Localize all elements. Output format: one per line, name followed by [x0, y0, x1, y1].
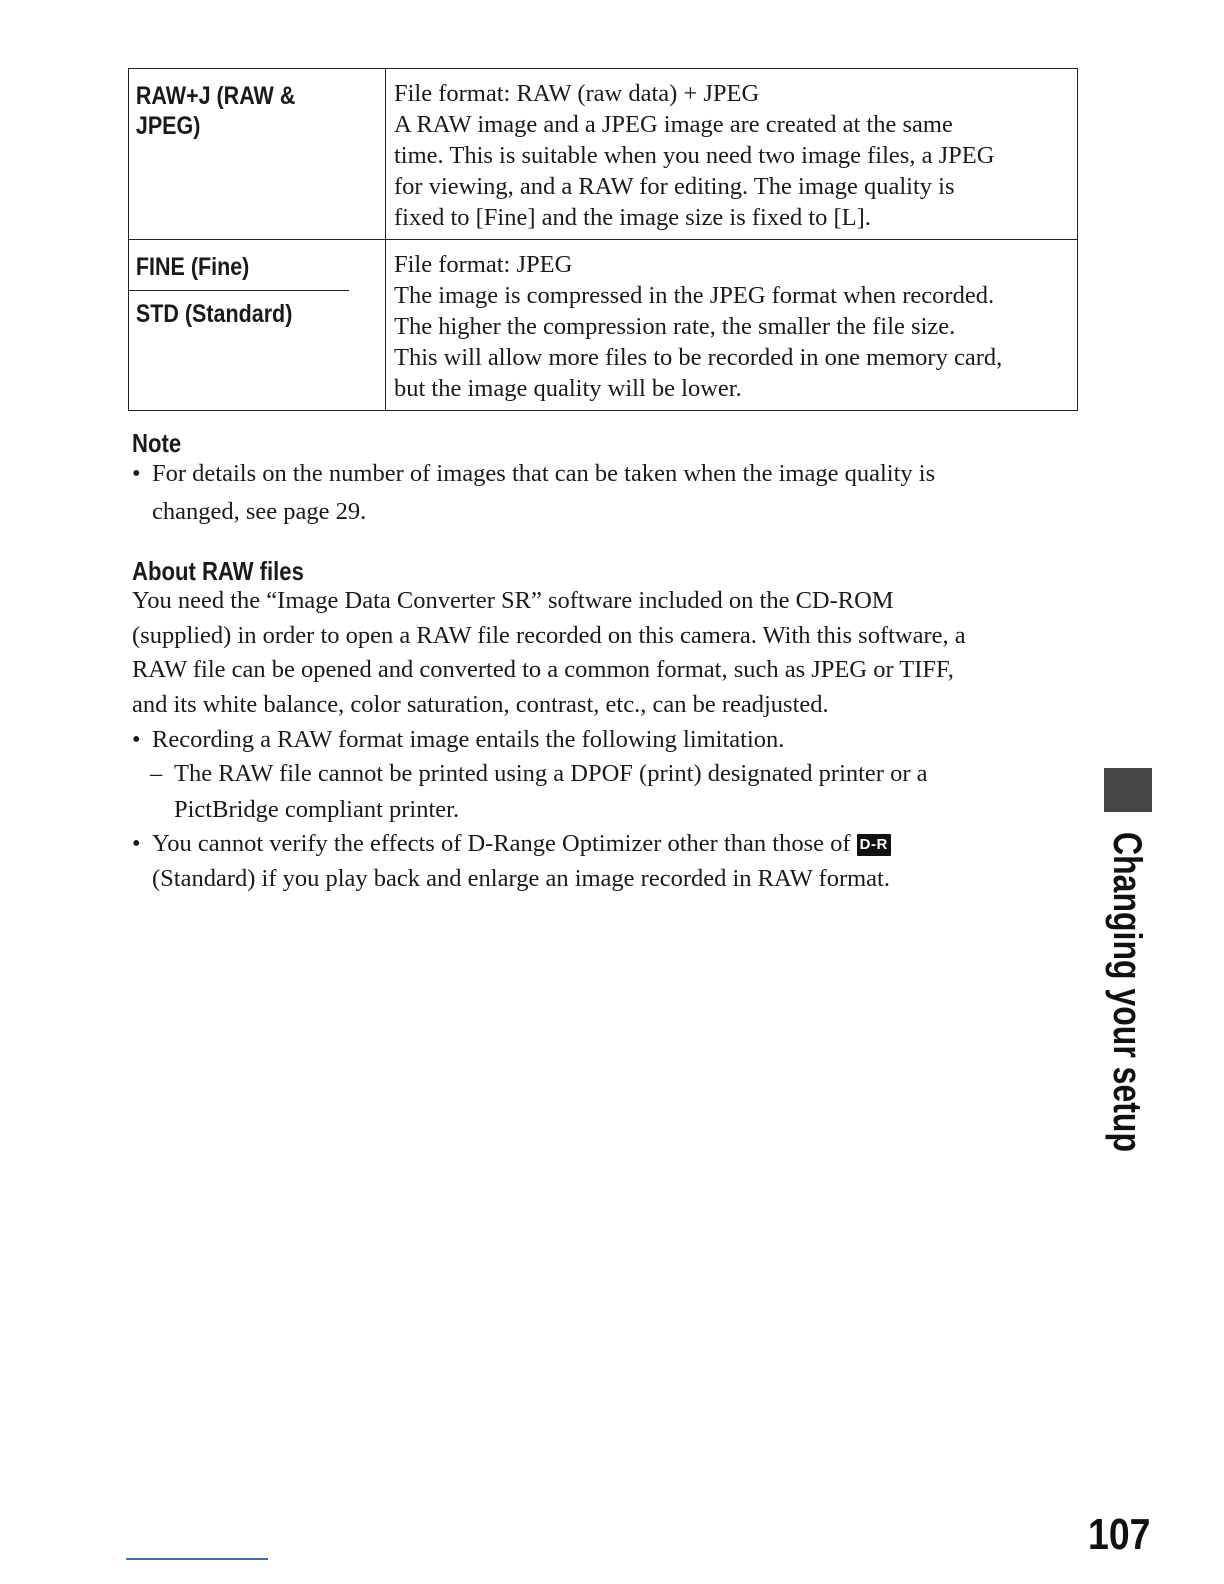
note-line: For details on the number of images that can be taken when the image quality is — [152, 460, 936, 487]
note-heading: Note — [132, 428, 182, 458]
raw-bullet-limitation — [132, 722, 1072, 757]
raw-dash-item — [150, 756, 1070, 828]
section-tab-marker — [1104, 768, 1152, 812]
raw-bullet-drange — [132, 826, 1072, 896]
dash-line: PictBridge compliant printer. — [174, 796, 460, 823]
dash-line: The RAW file cannot be printed using a DPOF (print) designated printer or a — [174, 760, 928, 787]
dash-mark: – — [150, 760, 163, 787]
dash-text — [150, 756, 1070, 828]
paragraph-line: and its white balance, color saturation, contrast, etc., can be readjusted. — [132, 690, 829, 718]
paragraph-line: (supplied) in order to open a RAW file recorded on this camera. With this software, a — [132, 621, 966, 649]
bullet-text — [132, 826, 1072, 896]
quality-label-fine: FINE (Fine) — [135, 253, 250, 281]
paragraph-line: RAW file can be opened and converted to a common format, such as JPEG or TIFF, — [132, 656, 954, 683]
desc-line: but the image quality will be lower. — [394, 375, 742, 402]
table-row — [129, 240, 1078, 411]
page-number: 107 — [1087, 1510, 1150, 1559]
table-row — [129, 69, 1078, 240]
bullet-text: Recording a RAW format image entails the following limitation. — [152, 726, 785, 753]
label-line: RAW+J (RAW & — [135, 82, 296, 110]
desc-line: The higher the compression rate, the smaller the file size. — [394, 313, 956, 340]
desc-line: The image is compressed in the JPEG format when recorded. — [394, 282, 995, 309]
paragraph-line: You need the “Image Data Converter SR” software included on the CD-ROM — [132, 587, 894, 614]
image-quality-table — [128, 68, 1078, 411]
table-label-cell — [129, 240, 386, 411]
table-label-cell — [129, 69, 386, 240]
quality-label-standard: STD (Standard) — [129, 290, 349, 329]
note-line: changed, see page 29. — [152, 498, 367, 525]
table-desc-cell — [386, 240, 1078, 411]
quality-label-raw-jpeg — [129, 69, 349, 141]
desc-line: File format: JPEG — [394, 251, 573, 278]
desc-line: fixed to [Fine] and the image size is fixed to [L]. — [394, 204, 871, 231]
desc-line: A RAW image and a JPEG image are created at the same — [394, 111, 953, 138]
footer-rule — [126, 1558, 268, 1560]
description-raw-jpeg — [386, 69, 1077, 239]
bullet-text — [132, 456, 1072, 529]
desc-line: File format: RAW (raw data) + JPEG — [394, 80, 760, 107]
bullet-mark: • — [132, 830, 141, 857]
section-tab-label: Changing your setup — [1105, 832, 1149, 1152]
raw-paragraph — [132, 584, 1082, 722]
desc-line: time. This is suitable when you need two image files, a JPEG — [394, 142, 995, 169]
description-jpeg — [386, 240, 1077, 410]
desc-line: This will allow more files to be recorded in one memory card, — [394, 344, 1003, 371]
bullet-line — [152, 826, 1072, 861]
raw-section-heading: About RAW files — [132, 556, 304, 586]
d-range-standard-icon: D-R — [857, 834, 891, 856]
label-line: JPEG) — [135, 112, 201, 140]
table-desc-cell — [386, 69, 1078, 240]
bullet-mark: • — [132, 460, 141, 487]
bullet-line: (Standard) if you play back and enlarge an image recorded in RAW format. — [152, 865, 890, 892]
bullet-line-text: You cannot verify the effects of D-Range Optimizer other than those of — [152, 830, 851, 857]
note-bullet — [132, 456, 1072, 529]
bullet-mark: • — [132, 726, 141, 753]
desc-line: for viewing, and a RAW for editing. The image quality is — [394, 173, 955, 200]
